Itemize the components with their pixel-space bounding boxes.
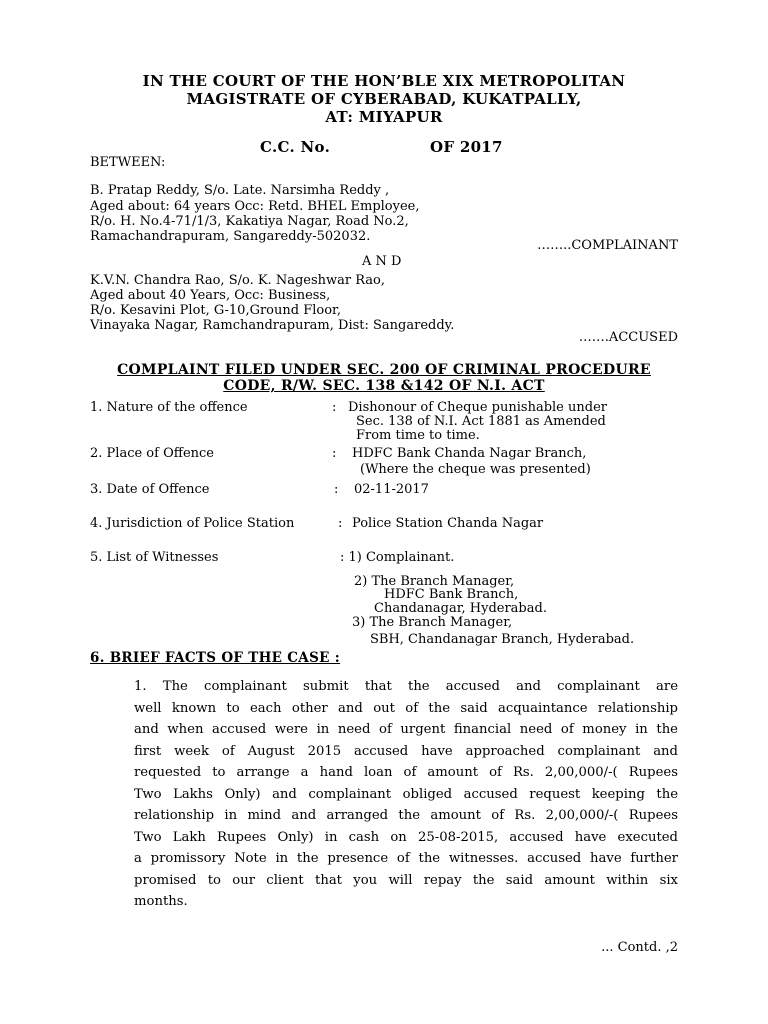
jurisdiction-colon: : — [338, 516, 343, 531]
witness-2-branch: HDFC Bank Branch, — [384, 587, 519, 602]
jurisdiction-value: Police Station Chanda Nagar — [352, 516, 544, 531]
complaint-title-line1: COMPLAINT FILED UNDER SEC. 200 OF CRIMINAL PROCEDURE — [117, 362, 651, 378]
witness-2-location: Chandanagar, Hyderabad. — [374, 601, 547, 616]
date-colon: : — [334, 482, 339, 497]
witnesses-label: 5. List of Witnesses — [90, 550, 219, 565]
paragraph-line: 1. The complainant submit that the accused and complainant are — [134, 679, 678, 694]
paragraph-line: months. — [134, 894, 188, 909]
place-label: 2. Place of Offence — [90, 446, 215, 461]
nature-value: Dishonour of Cheque punishable under — [348, 400, 607, 415]
complainant-role: ……..COMPLAINANT — [537, 238, 678, 253]
paragraph-line: Two Lakh Rupees Only) in cash on 25-08-2015, accused have executed — [134, 829, 678, 845]
court-title-line1: IN THE COURT OF THE HON’BLE XIX METROPOLITAN — [142, 72, 626, 90]
nature-value: Sec. 138 of N.I. Act 1881 as Amended — [356, 414, 606, 429]
jurisdiction-label: 4. Jurisdiction of Police Station — [90, 516, 295, 531]
nature-value: From time to time. — [356, 428, 480, 443]
paragraph-line: promised to our client that you will repay the said amount within six — [134, 872, 678, 888]
court-title-line3: AT: MIYAPUR — [325, 108, 443, 126]
continued-note: ... Contd. ,2 — [601, 940, 678, 955]
accused-line: K.V.N. Chandra Rao, S/o. K. Nageshwar Rao, — [90, 273, 386, 288]
court-title-line2: MAGISTRATE OF CYBERABAD, KUKATPALLY, — [186, 90, 582, 108]
accused-line: R/o. Kesavini Plot, G-10,Ground Floor, — [90, 303, 341, 318]
case-year-label: OF 2017 — [430, 138, 503, 156]
paragraph-line: requested to arrange a hand loan of amount of Rs. 2,00,000/-( Rupees — [134, 765, 678, 780]
and-separator: A N D — [362, 254, 402, 269]
paragraph-line: and when accused were in need of urgent financial need of money in the — [134, 722, 678, 737]
nature-label: 1. Nature of the offence — [90, 400, 248, 415]
witness-2: 2) The Branch Manager, — [354, 574, 515, 589]
complaint-title-line2: CODE, R/W. SEC. 138 &142 OF N.I. ACT — [223, 378, 545, 394]
nature-colon: : — [332, 400, 337, 415]
complainant-line: Ramachandrapuram, Sangareddy-502032. — [90, 229, 371, 244]
date-label: 3. Date of Offence — [90, 482, 210, 497]
between-label: BETWEEN: — [90, 155, 166, 170]
place-colon: : — [332, 446, 337, 461]
accused-role: …….ACCUSED — [578, 330, 678, 345]
complainant-line: R/o. H. No.4-71/1/3, Kakatiya Nagar, Road No.2, — [90, 214, 409, 229]
paragraph-line: well known to each other and out of the said acquaintance relationship — [134, 700, 678, 716]
paragraph-line: a promissory Note in the presence of the witnesses. accused have further — [134, 851, 678, 866]
witness-3-branch: SBH, Chandanagar Branch, Hyderabad. — [370, 632, 635, 647]
witness-1: : 1) Complainant. — [340, 550, 455, 565]
case-number-label: C.C. No. — [260, 138, 331, 156]
witness-3: 3) The Branch Manager, — [352, 615, 513, 630]
paragraph-line: first week of August 2015 accused have approached complainant and — [134, 743, 678, 759]
brief-facts-paragraph — [134, 676, 678, 913]
complainant-line: Aged about: 64 years Occ: Retd. BHEL Employee, — [90, 199, 420, 214]
brief-facts-heading: 6. BRIEF FACTS OF THE CASE : — [90, 650, 340, 666]
place-value: (Where the cheque was presented) — [360, 462, 591, 477]
place-value: HDFC Bank Chanda Nagar Branch, — [352, 446, 587, 461]
accused-line: Aged about 40 Years, Occ: Business, — [90, 288, 331, 303]
paragraph-line: relationship in mind and arranged the amount of Rs. 2,00,000/-( Rupees — [134, 808, 678, 823]
accused-line: Vinayaka Nagar, Ramchandrapuram, Dist: Sangareddy. — [90, 318, 455, 333]
complainant-line: B. Pratap Reddy, S/o. Late. Narsimha Reddy , — [90, 183, 390, 198]
date-value: 02-11-2017 — [354, 482, 429, 497]
paragraph-line: Two Lakhs Only) and complainant obliged accused request keeping the — [134, 786, 678, 802]
